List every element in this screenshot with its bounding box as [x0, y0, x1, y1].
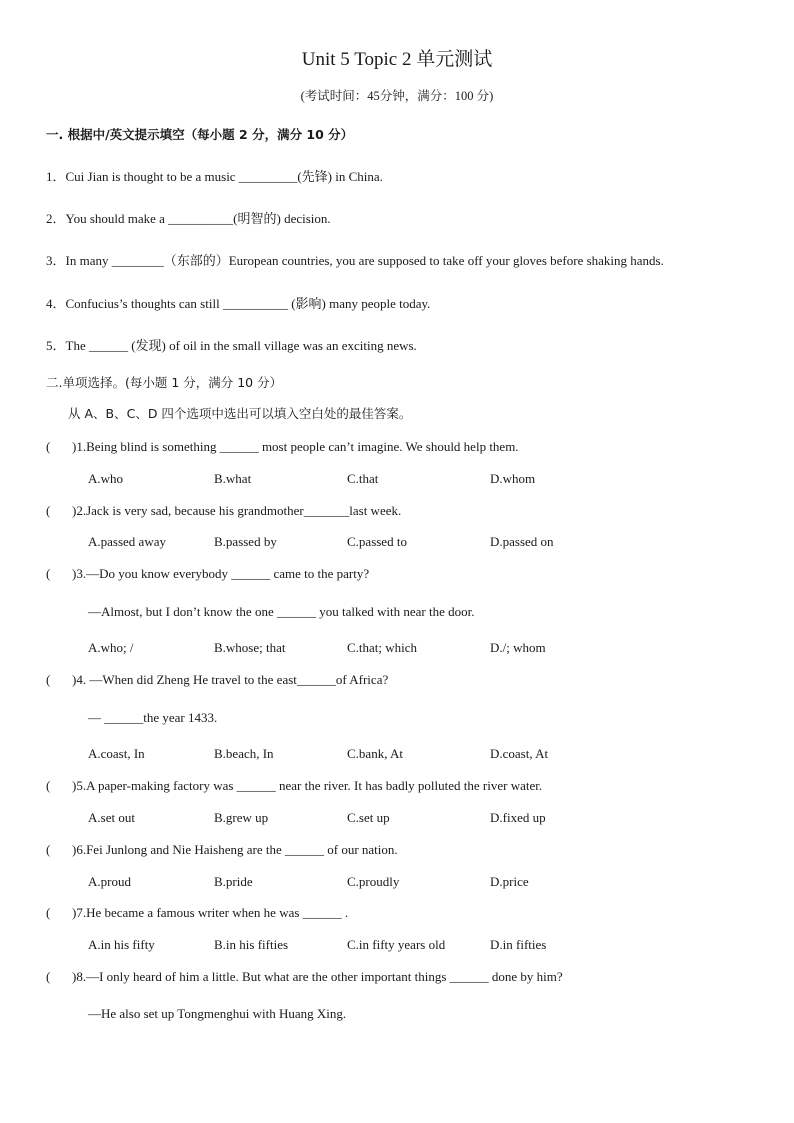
- q3-option-c: C.that; which: [347, 640, 418, 655]
- q3-option-d: D./; whom: [490, 640, 546, 655]
- q7-option-a: A.in his fifty: [88, 937, 155, 952]
- fill-item-4: 4．Confucius’s thoughts can still __________ (影响) many people today.: [46, 296, 431, 311]
- q6-option-d: D.price: [490, 874, 529, 889]
- section2-heading: 二.单项选择。(每小题 1 分，满分 10 分）: [46, 375, 283, 390]
- q5-option-a: A.set out: [88, 810, 135, 825]
- fill-item-5: 5．The ______ (发现) of oil in the small village was an exciting news.: [46, 338, 417, 353]
- question-2-stem: )2.Jack is very sad, because his grandmother_______last week.: [72, 503, 402, 518]
- section1-heading: 一. 根据中/英文提示填空（每小题 2 分，满分 10 分）: [46, 127, 354, 142]
- answer-paren: (: [46, 672, 51, 687]
- q1-option-c: C.that: [347, 471, 379, 486]
- answer-paren: (: [46, 566, 51, 581]
- q5-option-d: D.fixed up: [490, 810, 546, 825]
- answer-paren: (: [46, 503, 51, 518]
- q3-option-b: B.whose; that: [214, 640, 286, 655]
- q4-option-b: B.beach, In: [214, 746, 274, 761]
- q3-option-a: A.who; /: [88, 640, 134, 655]
- fill-item-1: 1．Cui Jian is thought to be a music _________(先锋) in China.: [46, 169, 383, 184]
- page-title: Unit 5 Topic 2 单元测试: [301, 49, 493, 70]
- q1-option-a: A.who: [88, 471, 124, 486]
- q5-option-c: C.set up: [347, 810, 390, 825]
- question-4-stem: )4. —When did Zheng He travel to the east______of Africa?: [72, 672, 389, 687]
- q7-option-c: C.in fifty years old: [347, 937, 446, 952]
- section2-instruction: 从 A、B、C、D 四个选项中选出可以填入空白处的最佳答案。: [68, 406, 412, 421]
- q2-option-b: B.passed by: [214, 534, 277, 549]
- q1-option-d: D.whom: [490, 471, 536, 486]
- question-5-stem: )5.A paper-making factory was ______ near the river. It has badly polluted the river water.: [72, 778, 543, 793]
- question-4-reply: — ______the year 1433.: [88, 710, 218, 725]
- q7-option-d: D.in fifties: [490, 937, 547, 952]
- q7-option-b: B.in his fifties: [214, 937, 289, 952]
- question-8-reply: —He also set up Tongmenghui with Huang Xing.: [88, 1006, 347, 1021]
- exam-info: (考试时间：45分钟，满分：100 分): [300, 89, 494, 103]
- fill-item-3: 3．In many ________（东部的）European countries, you are supposed to take off your gloves before shaking hands.: [46, 253, 664, 268]
- answer-paren: (: [46, 842, 51, 857]
- answer-paren: (: [46, 439, 51, 454]
- question-8-stem: )8.—I only heard of him a little. But what are the other important things ______ done by him?: [72, 969, 563, 984]
- q6-option-b: B.pride: [214, 874, 253, 889]
- question-1-stem: )1.Being blind is something ______ most people can’t imagine. We should help them.: [72, 439, 519, 454]
- answer-paren: (: [46, 778, 51, 793]
- question-6-stem: )6.Fei Junlong and Nie Haisheng are the ______ of our nation.: [72, 842, 398, 857]
- question-7-stem: )7.He became a famous writer when he was ______ .: [72, 905, 349, 920]
- q5-option-b: B.grew up: [214, 810, 269, 825]
- answer-paren: (: [46, 969, 51, 984]
- q6-option-c: C.proudly: [347, 874, 400, 889]
- question-3-stem: )3.—Do you know everybody ______ came to the party?: [72, 566, 370, 581]
- answer-paren: (: [46, 905, 51, 920]
- q1-option-b: B.what: [214, 471, 252, 486]
- q4-option-c: C.bank, At: [347, 746, 403, 761]
- q2-option-c: C.passed to: [347, 534, 407, 549]
- question-3-reply: —Almost, but I don’t know the one ______ you talked with near the door.: [88, 604, 475, 619]
- q2-option-a: A.passed away: [88, 534, 166, 549]
- q6-option-a: A.proud: [88, 874, 131, 889]
- q2-option-d: D.passed on: [490, 534, 554, 549]
- fill-item-2: 2．You should make a __________(明智的) decision.: [46, 211, 331, 226]
- q4-option-a: A.coast, In: [88, 746, 145, 761]
- q4-option-d: D.coast, At: [490, 746, 549, 761]
